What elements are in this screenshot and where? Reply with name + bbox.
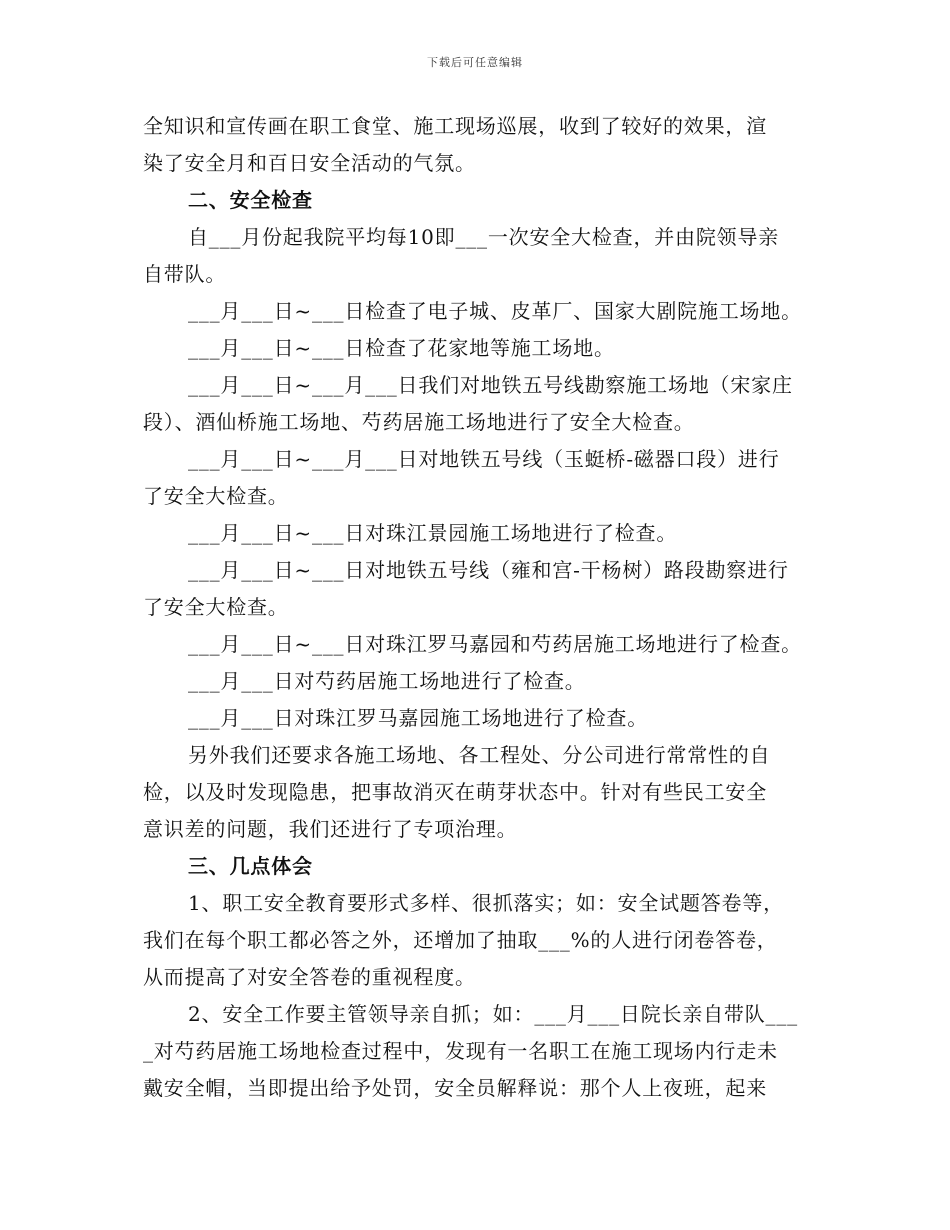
paragraph-line: ___月___日~___日对珠江景园施工场地进行了检查。	[188, 521, 678, 545]
paragraph-line: 自带队。	[143, 262, 227, 286]
paragraph-line: ___月___日对芍药居施工场地进行了检查。	[188, 669, 586, 693]
paragraph-line: ___月___日~___日检查了电子城、皮革厂、国家大剧院施工场地。	[188, 299, 802, 323]
paragraph-line: 全知识和宣传画在职工食堂、施工现场巡展，收到了较好的效果，渲	[143, 114, 767, 138]
paragraph-line: 段）、酒仙桥施工场地、芍药居施工场地进行了安全大检查。	[143, 410, 695, 434]
document-body	[143, 108, 813, 1107]
paragraph-line: 了安全大检查。	[143, 595, 289, 619]
paragraph-line: 另外我们还要求各施工场地、各工程处、分公司进行常常性的自	[188, 743, 771, 767]
paragraph-line: ___月___日~___月___日对地铁五号线（玉蜓桥-磁器口段）进行	[188, 447, 780, 471]
paragraph-line: 染了安全月和百日安全活动的气氛。	[143, 151, 476, 175]
paragraph-line: ___月___日~___日对珠江罗马嘉园和芍药居施工场地进行了检查。	[188, 632, 802, 656]
paragraph-line: ___月___日对珠江罗马嘉园施工场地进行了检查。	[188, 706, 648, 730]
paragraph-line: ___月___日~___日检查了花家地等施工场地。	[188, 336, 615, 360]
paragraph-line: 戴安全帽，当即提出给予处罚，安全员解释说：那个人上夜班，起来	[143, 1076, 767, 1100]
paragraph-line: 从而提高了对安全答卷的重视程度。	[143, 965, 476, 989]
paragraph-line: 了安全大检查。	[143, 484, 289, 508]
paragraph-line: 检，以及时发现隐患，把事故消灭在萌芽状态中。针对有些民工安全	[143, 780, 767, 804]
paragraph-line: 意识差的问题，我们还进行了专项治理。	[143, 817, 518, 841]
paragraph-line: ___月___日~___日对地铁五号线（雍和宫-干杨树）路段勘察进行	[188, 558, 789, 582]
paragraph-line: 2、安全工作要主管领导亲自抓；如：___月___日院长亲自带队___	[188, 1002, 798, 1026]
section-heading: 二、安全检查	[188, 188, 313, 212]
page-header-note: 下载后可任意编辑	[427, 56, 523, 69]
paragraph-line: _对芍药居施工场地检查过程中，发现有一名职工在施工现场内行走未	[143, 1039, 778, 1063]
paragraph-line: 我们在每个职工都必答之外，还增加了抽取___%的人进行闭卷答卷，	[143, 928, 778, 952]
paragraph-line: ___月___日~___月___日我们对地铁五号线勘察施工场地（宋家庄	[188, 373, 793, 397]
paragraph-line: 1、职工安全教育要形式多样、很抓落实；如：安全试题答卷等，	[188, 891, 784, 915]
paragraph-line: 自___月份起我院平均每10即___一次安全大检查，并由院领导亲	[188, 225, 780, 249]
section-heading: 三、几点体会	[188, 854, 313, 878]
